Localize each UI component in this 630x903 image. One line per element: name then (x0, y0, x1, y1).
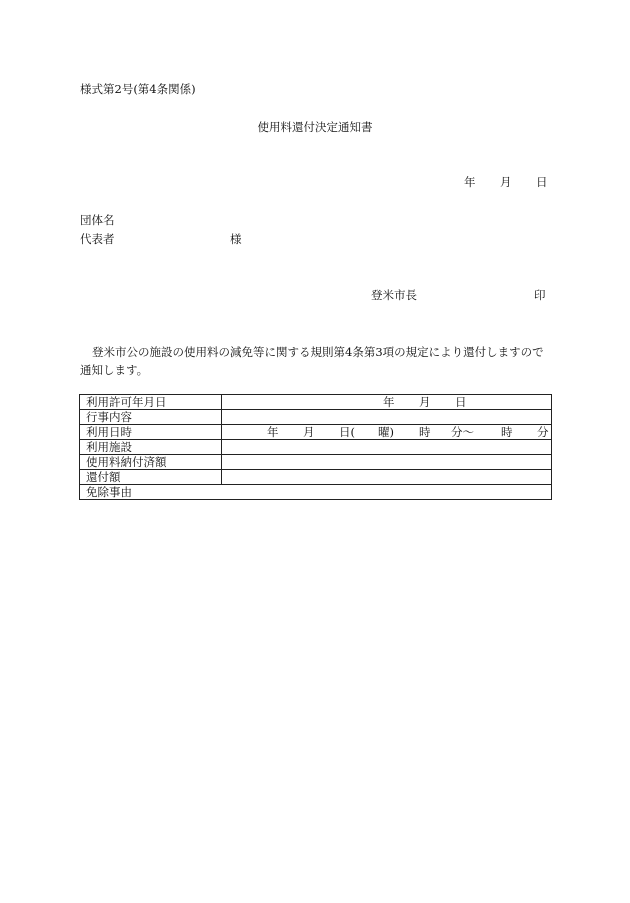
seal-mark: 印 (534, 288, 546, 302)
row-label: 使用料納付済額 (80, 455, 222, 470)
row-label: 行事内容 (80, 410, 222, 425)
usage-day: 日( (339, 425, 355, 439)
form-number: 様式第2号(第4条関係) (80, 82, 196, 96)
usage-weekday: 曜) (378, 425, 394, 439)
row-label: 利用日時 (80, 425, 222, 440)
usage-year: 年 (267, 425, 279, 439)
usage-datetime-cell (222, 425, 552, 440)
recipient-honorific: 様 (230, 232, 242, 246)
table-row (80, 470, 552, 485)
table-row (80, 455, 552, 470)
facility-cell (222, 440, 552, 455)
event-content-cell (222, 410, 552, 425)
usage-minute-end: 分 (537, 425, 549, 439)
exemption-reason-cell: 免除事由 (80, 485, 552, 500)
permit-date-month: 月 (419, 395, 431, 409)
issue-date-day: 日 (536, 175, 548, 189)
table-row (80, 440, 552, 455)
body-text: 登米市公の施設の使用料の減免等に関する規則第4条第3項の規定により還付しますので通知します。 (80, 345, 544, 377)
refund-info-table (79, 394, 552, 500)
usage-hour-start: 時 (419, 425, 431, 439)
usage-minute-start: 分～ (451, 425, 474, 439)
recipient-rep-label: 代表者 (80, 232, 115, 246)
table-row (80, 425, 552, 440)
permit-date-day: 日 (455, 395, 467, 409)
paid-fee-cell (222, 455, 552, 470)
usage-hour-end: 時 (501, 425, 513, 439)
refund-amount-cell (222, 470, 552, 485)
issue-date-month: 月 (500, 175, 512, 189)
issue-date-year: 年 (464, 175, 476, 189)
table-row (80, 410, 552, 425)
recipient-org-label: 団体名 (80, 213, 115, 227)
table-row (80, 485, 552, 500)
issuer-title: 登米市長 (371, 288, 417, 302)
document-title: 使用料還付決定通知書 (257, 120, 373, 134)
usage-month: 月 (303, 425, 315, 439)
permit-date-year: 年 (383, 395, 395, 409)
table-row (80, 395, 552, 410)
permit-date-cell (222, 395, 552, 410)
row-label: 利用施設 (80, 440, 222, 455)
row-label: 還付額 (80, 470, 222, 485)
row-label: 利用許可年月日 (80, 395, 222, 410)
